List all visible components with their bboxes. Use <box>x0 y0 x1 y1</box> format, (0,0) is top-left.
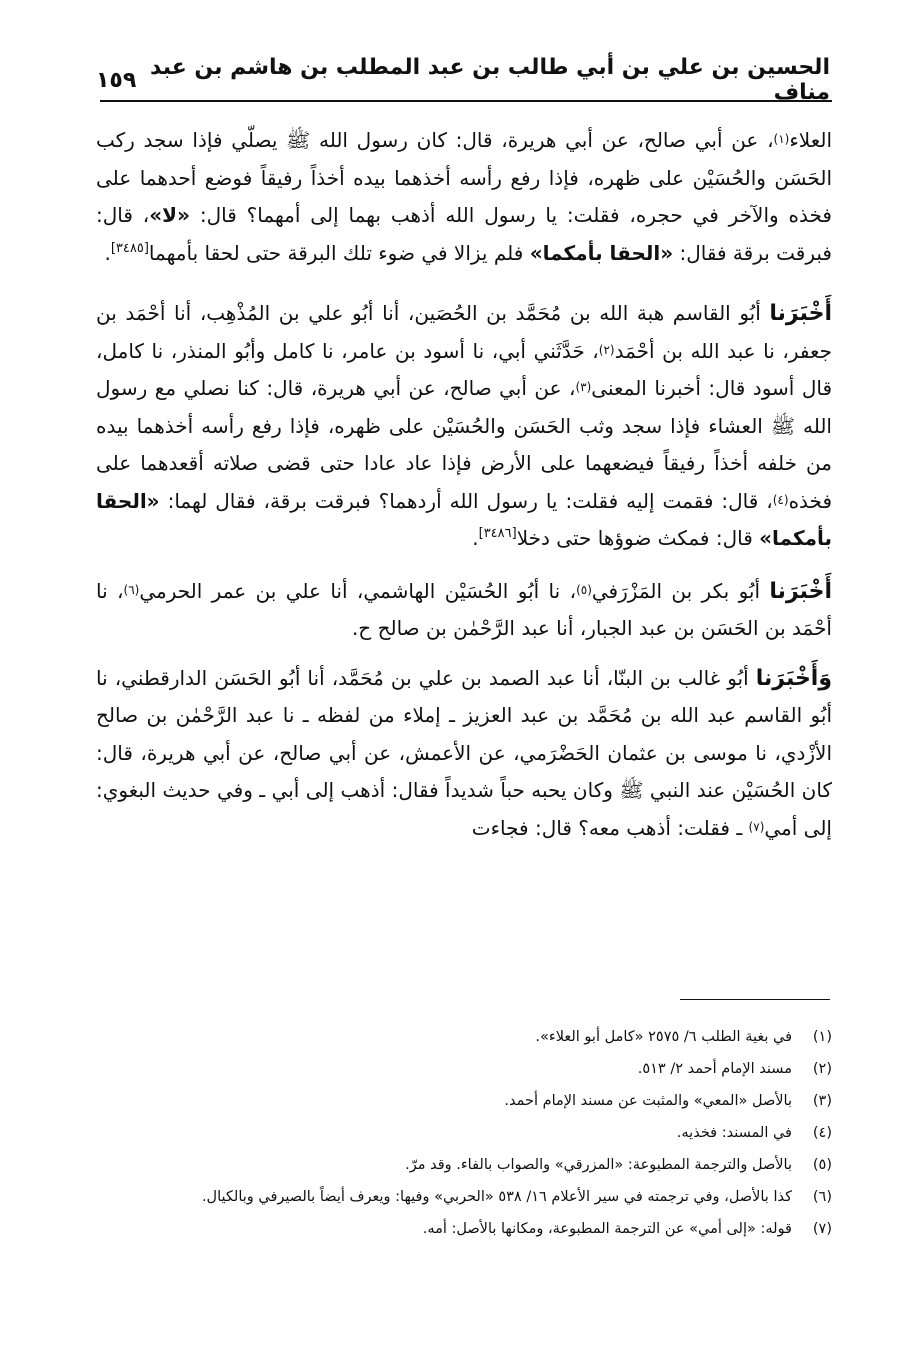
text: أبُو غالب بن البنّا، أنا عبد الصمد بن علي بن مُحَمَّد، أنا أبُو الحَسَن الدارقطني، نا أبُو القاسم عبد الله بن مُحَمَّد بن عبد العزيز ـ إملاء من لفظه ـ نا عبد الرَّحْمٰن بن صالح الأزْدي، نا موسى بن عثمان الحَضْرَمي، عن الأعمش، عن أبي صالح، عن أبي هريرة، قال: كان الحُسَيْن عند النبي ﷺ وكان يحبه حباً شديداً فقال: أذهب إلى أبي ـ وفي حديث البغوي: إلى أمي <box>96 665 832 840</box>
footnote <box>96 1216 832 1243</box>
hadith-number: [٣٤٨٥] <box>110 240 149 256</box>
footnote-number: (٦) <box>812 1189 832 1205</box>
text: ـ فقلت: أذهب معه؟ قال: فجاءت <box>471 815 743 840</box>
footnote-marker: (٧) <box>748 819 765 834</box>
header-rule <box>100 100 832 102</box>
keyword: أَخْبَرَنا <box>769 301 832 326</box>
footnote-text: قوله: «إلى أمي» عن الترجمة المطبوعة، ومكانها بالأصل: أمه. <box>422 1221 792 1237</box>
running-header <box>96 55 830 105</box>
text: . <box>472 526 479 550</box>
paragraph-4 <box>96 660 832 848</box>
main-text <box>96 122 832 847</box>
footnote-marker: (٤) <box>772 492 789 507</box>
text: ، نا أبُو الحُسَيْن الهاشمي، أنا علي بن عمر الحرمي <box>139 578 577 603</box>
footnote-marker: (٥) <box>576 582 592 597</box>
chapter-title: الحسين بن علي بن أبي طالب بن عبد المطلب بن هاشم بن عبد مناف <box>150 55 830 105</box>
footnote-marker: (١) <box>773 132 790 146</box>
footnote <box>96 1120 832 1147</box>
quote: «الحقا بأمكما» <box>96 488 832 550</box>
footnote <box>96 1152 832 1179</box>
text: ، عن أبي صالح، عن أبي هريرة، قال: كان رسول الله ﷺ يصلّي فإذا سجد ركب الحَسَن والحُسَيْن على ظهره، فإذا رفع رأسه أخذهما بيده أخذاً رفيقاً فوضع أحدهما على فخذه والآخر في حجره، فقلت: يا رسول الله أذهب بهما إلى أمهما؟ قال: <box>96 128 832 227</box>
text: العلاء <box>789 128 832 152</box>
footnote <box>96 1056 832 1083</box>
paragraph-1 <box>96 122 832 275</box>
footnote-number: (٣) <box>812 1093 832 1109</box>
text: ، قال: فبرقت برقة فقال: <box>96 203 832 265</box>
quote: «لا» <box>149 203 190 227</box>
footnote <box>96 1088 832 1115</box>
text: قال: فمكث ضوؤها حتى دخلا <box>516 526 753 550</box>
footnote-text: بالأصل «المعي» والمثبت عن مسند الإمام أحمد. <box>504 1093 792 1109</box>
quote: «الحقا بأمكما» <box>529 240 674 265</box>
text: أبُو بكر بن المَزْرَفي <box>591 578 761 603</box>
text: . <box>104 240 111 265</box>
text: فلم يزالا في ضوء تلك البرقة حتى لحقا بأمهما <box>148 240 524 265</box>
footnote-number: (٥) <box>812 1157 832 1173</box>
footnote-text: كذا بالأصل، وفي ترجمته في سير الأعلام ١٦/ ٥٣٨ «الحربي» وفيها: ويعرف أيضاً بالصيرفي وبالكيال. <box>201 1189 792 1205</box>
page-number: ١٥٩ <box>96 67 137 93</box>
footnote-text: في المسند: فخذيه. <box>676 1125 792 1141</box>
footnotes <box>96 1024 832 1248</box>
footnote-text: مسند الإمام أحمد ٢/ ٥١٣. <box>637 1061 792 1077</box>
keyword: أَخْبَرَنا <box>769 578 833 604</box>
text: ، عن أبي صالح، عن أبي هريرة، قال: كنا نصلي مع رسول الله ﷺ العشاء فإذا سجد وثب الحَسَن والحُسَيْن على ظهره، فإذا رفع رأسه أخذهما بيده من خلفه أخذاً رفيقاً فيضعهما على الأرض فإذا عاد عادا حتى قضى صلاته أقعدهما على فخذه <box>96 376 833 513</box>
footnote <box>96 1184 832 1211</box>
footnote-number: (٧) <box>812 1221 832 1237</box>
keyword: وَأَخْبَرَنا <box>755 665 833 691</box>
paragraph-2 <box>96 295 832 561</box>
footnote-separator <box>680 999 830 1000</box>
footnote <box>96 1024 832 1051</box>
footnote-number: (٢) <box>812 1061 832 1077</box>
footnote-text: في بغية الطلب ٦/ ٢٥٧٥ «كامل أبو العلاء». <box>535 1029 792 1045</box>
text: ، نا أحْمَد بن الحَسَن بن عبد الجبار، أنا عبد الرَّحْمٰن بن صالح ح. <box>96 578 832 640</box>
paragraph-3 <box>96 573 832 648</box>
footnote-marker: (٦) <box>123 582 140 597</box>
text: ، حَدَّثَني أبي، نا أسود بن عامر، نا كامل وأبُو المنذر، نا كامل، قال أسود قال: أخبرنا المعنى <box>96 338 833 400</box>
footnote-number: (١) <box>812 1029 832 1045</box>
footnote-marker: (٣) <box>575 380 592 394</box>
footnote-text: بالأصل والترجمة المطبوعة: «المزرقي» والصواب بالفاء. وقد مرّ. <box>405 1157 792 1173</box>
footnote-marker: (٢) <box>598 342 615 357</box>
hadith-number: [٣٤٨٦] <box>478 526 517 541</box>
footnote-number: (٤) <box>812 1125 832 1141</box>
text: ، قال: فقمت إليه فقلت: يا رسول الله أردهما؟ فبرقت برقة، فقال لهما: <box>167 488 773 513</box>
text: أبُو القاسم هبة الله بن مُحَمَّد بن الحُصَين، أنا أبُو علي بن المُذْهِب، أنا أحْمَد بن جعفر، نا عبد الله بن أحْمَد <box>96 301 832 363</box>
